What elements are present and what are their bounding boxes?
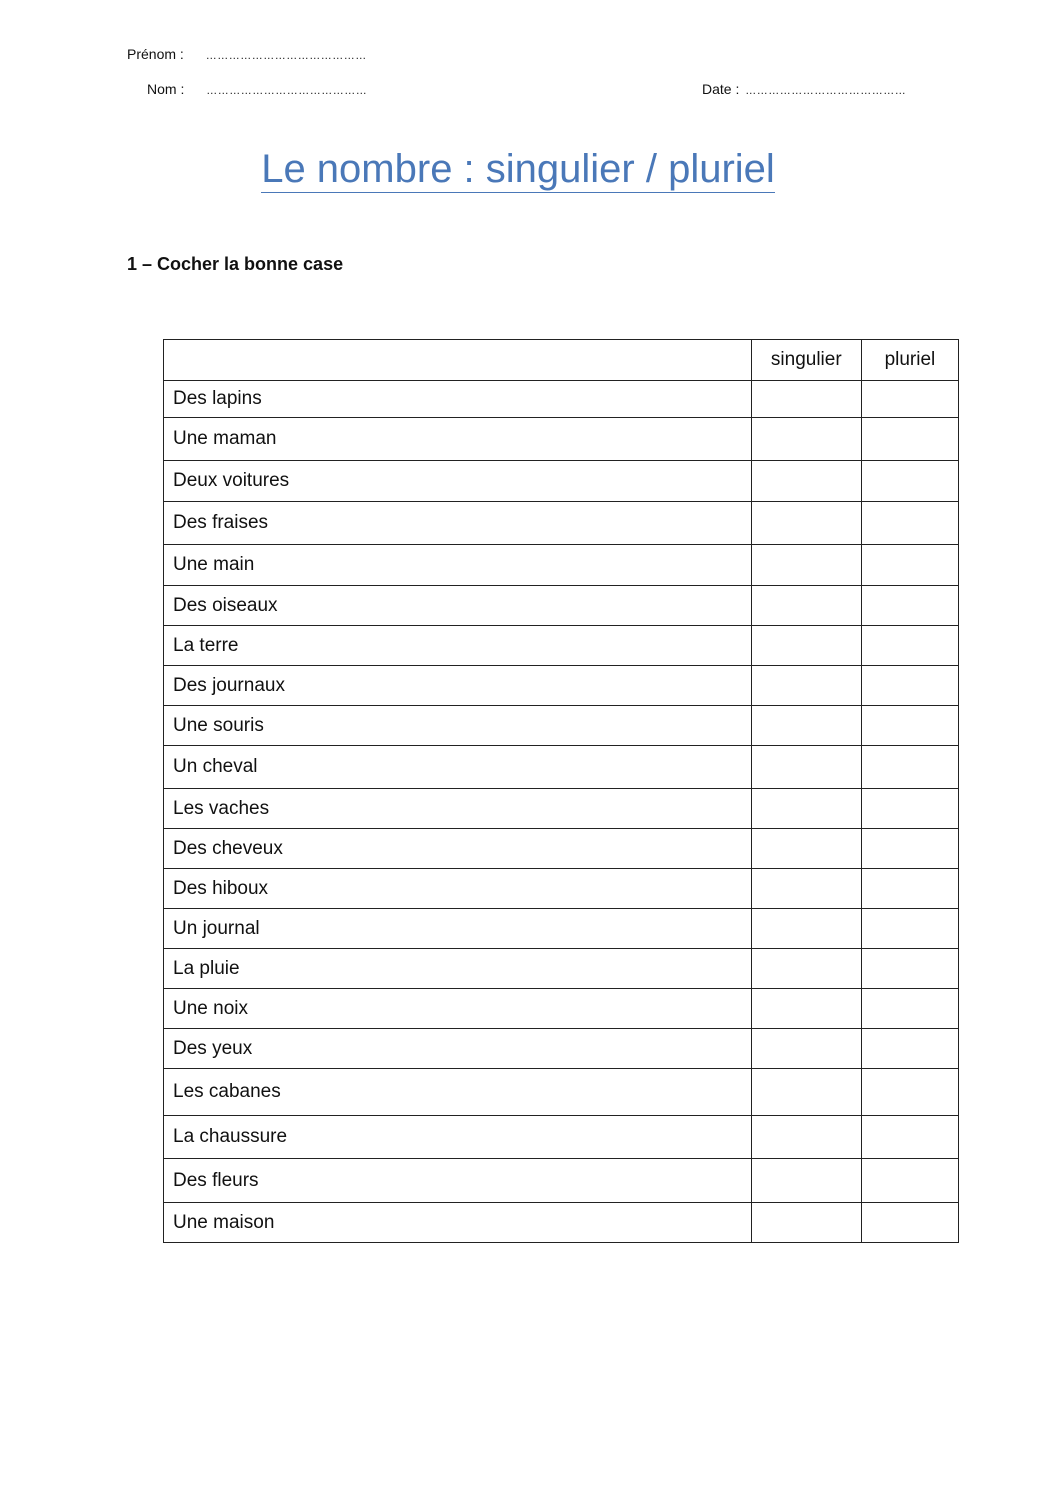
row-label: Des lapins xyxy=(164,381,752,418)
singulier-checkbox-cell[interactable] xyxy=(751,909,861,949)
row-label: Une souris xyxy=(164,706,752,746)
singulier-checkbox-cell[interactable] xyxy=(751,1159,861,1203)
pluriel-checkbox-cell[interactable] xyxy=(861,746,958,789)
singulier-checkbox-cell[interactable] xyxy=(751,586,861,626)
row-label: Les vaches xyxy=(164,789,752,829)
table-row xyxy=(164,381,959,418)
table-row xyxy=(164,461,959,502)
page-title-wrapper xyxy=(0,146,1036,193)
exercise-title: 1 – Cocher la bonne case xyxy=(127,254,344,274)
header-singulier: singulier xyxy=(751,340,861,381)
row-label: Des oiseaux xyxy=(164,586,752,626)
page-title: Le nombre : singulier / pluriel xyxy=(261,147,775,191)
pluriel-checkbox-cell[interactable] xyxy=(861,586,958,626)
row-label: La terre xyxy=(164,626,752,666)
table-row xyxy=(164,502,959,545)
table-row xyxy=(164,1203,959,1243)
table-row xyxy=(164,1116,959,1159)
pluriel-checkbox-cell[interactable] xyxy=(861,418,958,461)
singulier-checkbox-cell[interactable] xyxy=(751,1069,861,1116)
pluriel-checkbox-cell[interactable] xyxy=(861,706,958,746)
singulier-checkbox-cell[interactable] xyxy=(751,545,861,586)
table-row xyxy=(164,829,959,869)
pluriel-checkbox-cell[interactable] xyxy=(861,502,958,545)
pluriel-checkbox-cell[interactable] xyxy=(861,1069,958,1116)
pluriel-checkbox-cell[interactable] xyxy=(861,869,958,909)
pluriel-checkbox-cell[interactable] xyxy=(861,829,958,869)
pluriel-checkbox-cell[interactable] xyxy=(861,1116,958,1159)
table-row xyxy=(164,746,959,789)
singulier-checkbox-cell[interactable] xyxy=(751,626,861,666)
singulier-checkbox-cell[interactable] xyxy=(751,1029,861,1069)
singulier-checkbox-cell[interactable] xyxy=(751,666,861,706)
row-label: Une maman xyxy=(164,418,752,461)
singulier-checkbox-cell[interactable] xyxy=(751,746,861,789)
table-row xyxy=(164,586,959,626)
pluriel-checkbox-cell[interactable] xyxy=(861,1159,958,1203)
singulier-checkbox-cell[interactable] xyxy=(751,949,861,989)
header-pluriel: pluriel xyxy=(861,340,958,381)
singulier-checkbox-cell[interactable] xyxy=(751,829,861,869)
table-header-row xyxy=(164,340,959,381)
row-label: La pluie xyxy=(164,949,752,989)
pluriel-checkbox-cell[interactable] xyxy=(861,1203,958,1243)
row-label: Un journal xyxy=(164,909,752,949)
row-label: Des cheveux xyxy=(164,829,752,869)
table-row xyxy=(164,706,959,746)
row-label: Des journaux xyxy=(164,666,752,706)
row-label: Des fraises xyxy=(164,502,752,545)
date-field xyxy=(702,81,906,97)
pluriel-checkbox-cell[interactable] xyxy=(861,789,958,829)
row-label: Des fleurs xyxy=(164,1159,752,1203)
nom-blank[interactable]: …………………………………… xyxy=(206,85,368,97)
singulier-checkbox-cell[interactable] xyxy=(751,989,861,1029)
prenom-label: Prénom : xyxy=(127,46,184,62)
table-row xyxy=(164,545,959,586)
table-row xyxy=(164,989,959,1029)
row-label: La chaussure xyxy=(164,1116,752,1159)
singulier-checkbox-cell[interactable] xyxy=(751,502,861,545)
pluriel-checkbox-cell[interactable] xyxy=(861,461,958,502)
prenom-blank[interactable]: …………………………………… xyxy=(205,50,367,62)
nom-label: Nom : xyxy=(147,81,185,97)
singulier-checkbox-cell[interactable] xyxy=(751,706,861,746)
singulier-checkbox-cell[interactable] xyxy=(751,461,861,502)
date-blank[interactable]: …………………………………… xyxy=(745,85,907,97)
table-row xyxy=(164,666,959,706)
row-label: Des yeux xyxy=(164,1029,752,1069)
singulier-checkbox-cell[interactable] xyxy=(751,381,861,418)
pluriel-checkbox-cell[interactable] xyxy=(861,381,958,418)
singulier-checkbox-cell[interactable] xyxy=(751,1116,861,1159)
table-row xyxy=(164,1029,959,1069)
table-row xyxy=(164,626,959,666)
table-row xyxy=(164,1159,959,1203)
row-label: Une maison xyxy=(164,1203,752,1243)
row-label: Deux voitures xyxy=(164,461,752,502)
table-row xyxy=(164,869,959,909)
nom-field xyxy=(147,81,367,97)
prenom-field xyxy=(127,46,367,62)
singulier-checkbox-cell[interactable] xyxy=(751,1203,861,1243)
singulier-checkbox-cell[interactable] xyxy=(751,418,861,461)
row-label: Les cabanes xyxy=(164,1069,752,1116)
row-label: Une noix xyxy=(164,989,752,1029)
pluriel-checkbox-cell[interactable] xyxy=(861,626,958,666)
table-row xyxy=(164,789,959,829)
row-label: Un cheval xyxy=(164,746,752,789)
pluriel-checkbox-cell[interactable] xyxy=(861,989,958,1029)
table-row xyxy=(164,909,959,949)
singulier-checkbox-cell[interactable] xyxy=(751,789,861,829)
answer-table xyxy=(163,339,959,1243)
pluriel-checkbox-cell[interactable] xyxy=(861,666,958,706)
table-row xyxy=(164,418,959,461)
row-label: Des hiboux xyxy=(164,869,752,909)
table-body xyxy=(164,381,959,1243)
pluriel-checkbox-cell[interactable] xyxy=(861,545,958,586)
table-row xyxy=(164,1069,959,1116)
row-label: Une main xyxy=(164,545,752,586)
pluriel-checkbox-cell[interactable] xyxy=(861,1029,958,1069)
table-row xyxy=(164,949,959,989)
date-label: Date : xyxy=(702,81,740,97)
pluriel-checkbox-cell[interactable] xyxy=(861,949,958,989)
singulier-checkbox-cell[interactable] xyxy=(751,869,861,909)
pluriel-checkbox-cell[interactable] xyxy=(861,909,958,949)
header-empty-cell xyxy=(164,340,752,381)
